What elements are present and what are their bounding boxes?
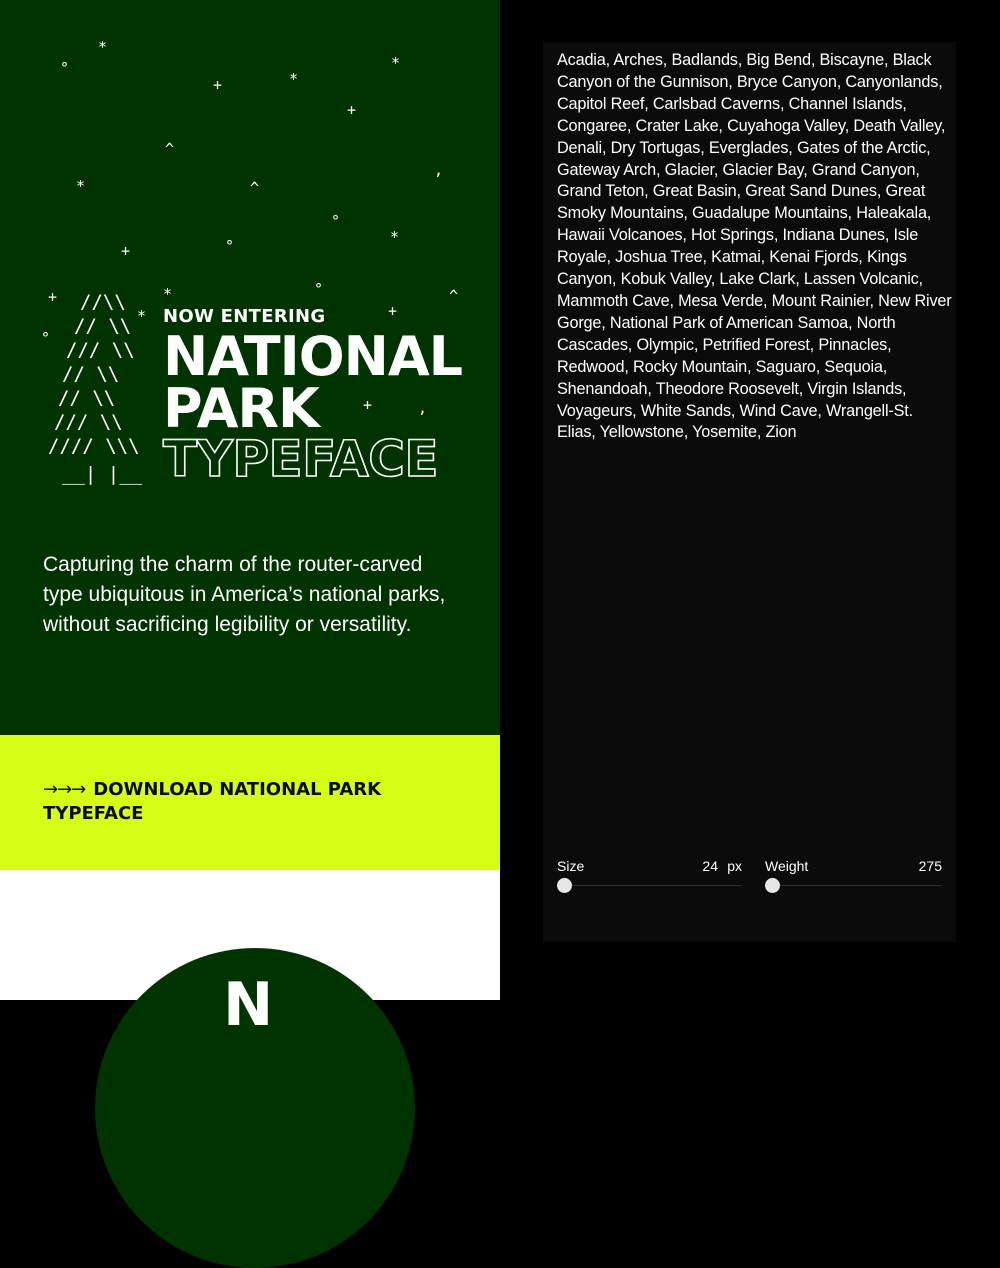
weight-slider-track[interactable] <box>765 885 942 886</box>
trail-logo-icon <box>44 288 154 488</box>
logo-row: // \\ <box>62 363 120 385</box>
star-icon: ^ <box>449 287 459 305</box>
star-icon: , <box>434 161 444 179</box>
wordmark-typeface: TYPEFACE <box>163 430 439 488</box>
size-unit: px <box>727 858 742 874</box>
star-icon: + <box>213 76 223 94</box>
sample-text[interactable]: Acadia, Arches, Badlands, Big Bend, Biscayne, Black Canyon of the Gunnison, Bryce Canyon, Canyonlands, Capitol Reef, Carlsbad Caverns, Channel Islands, Congaree, Crater Lake, Cuyahoga Valley, Death Valley, Denali, Dry Tortugas, Everglades, Gates of the Arctic, Gateway Arch, Glacier, Glacier Bay, Grand Canyon, Grand Teton, Great Basin, Great Sand Dunes, Great Smoky Mountains, Guadalupe Mountains, Haleakala, Hawaii Volcanoes, Hot Springs, Indiana Dunes, Isle Royale, Joshua Tree, Katmai, Kenai Fjords, Kings Canyon, Kobuk Valley, Lake Clark, Lassen Volcanic, Mammoth Cave, Mesa Verde, Mount Rainier, New River Gorge, National Park of American Samoa, North Cascades, Olympic, Petrified Forest, Pinnacles, Redwood, Rocky Mountain, Saguaro, Sequoia, Shenandoah, Theodore Roosevelt, Virgin Islands, Voyageurs, White Sands, Wind Cave, Wrangell-St. Elias, Yellowstone, Yosemite, Zion <box>557 51 952 442</box>
logo-row: // \\ <box>58 387 116 409</box>
download-label: DOWNLOAD NATIONAL PARK TYPEFACE <box>43 779 382 824</box>
weight-label: Weight <box>765 858 809 874</box>
star-icon: + <box>388 302 398 320</box>
logo-row: //\\ <box>80 291 126 313</box>
star-icon: + <box>363 396 373 414</box>
star-icon: * <box>390 228 400 246</box>
wordmark-eyebrow: NOW ENTERING <box>163 306 326 327</box>
arrow-right-icon: →→→ <box>43 779 86 800</box>
download-typeface-link[interactable] <box>43 778 423 826</box>
star-icon: * <box>391 54 401 72</box>
star-icon: * <box>98 38 108 56</box>
star-icon: * <box>137 307 147 325</box>
size-value: 24 <box>702 858 718 874</box>
size-slider-track[interactable] <box>557 885 742 886</box>
star-icon: + <box>121 242 131 260</box>
star-icon: * <box>76 177 86 195</box>
left-panel <box>0 0 500 1040</box>
hero-tagline: Capturing the charm of the router-carved type ubiquitous in America’s national parks, without sacrificing legibility or versatility. <box>43 553 446 636</box>
logo-row: /// \\ <box>66 339 135 361</box>
star-icon: ° <box>60 59 70 77</box>
star-icon: , <box>418 399 428 417</box>
logo-row: //// \\\ <box>48 435 140 457</box>
star-icon: ^ <box>250 179 260 197</box>
wordmark-national: NATIONAL <box>163 325 463 388</box>
hero-section <box>0 0 500 735</box>
star-icon: + <box>48 288 58 306</box>
logo-row: // \\ <box>74 315 132 337</box>
star-icon: * <box>163 285 173 303</box>
star-icon: ° <box>225 237 235 255</box>
size-slider-thumb[interactable] <box>557 878 572 893</box>
badge-letter: N <box>223 970 274 1040</box>
star-icon: ° <box>41 329 51 347</box>
logo-base: __| |__ <box>62 463 143 485</box>
logo-row: /// \\ <box>54 411 123 433</box>
star-icon: * <box>289 70 299 88</box>
star-icon: ^ <box>165 140 175 158</box>
star-icon: ° <box>331 212 341 230</box>
wordmark-park: PARK <box>163 377 319 440</box>
weight-slider-thumb[interactable] <box>765 878 780 893</box>
star-icon: ° <box>314 280 324 298</box>
weight-value: 275 <box>918 858 942 874</box>
star-icon: + <box>347 101 357 119</box>
size-label: Size <box>557 858 585 874</box>
